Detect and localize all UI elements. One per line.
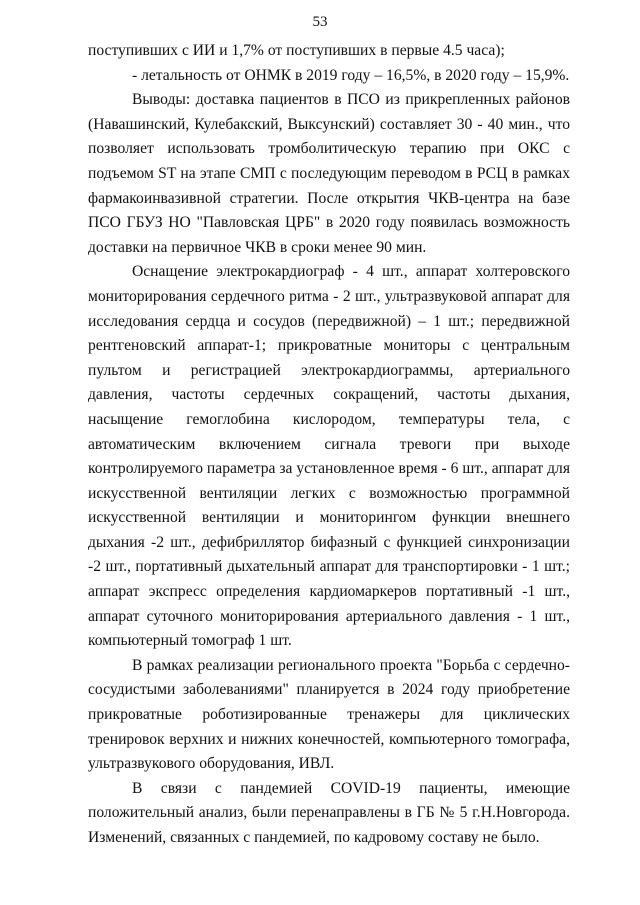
paragraph-regional-project: В рамках реализации регионального проекта "Борьба с сердечно-сосудистыми заболеваниями" планируется в 2024 году приобретение прикроватные роботизированные тренажеры для циклических тренировок верхних и нижних конечностей, компьютерного томографа, ультразвукового оборудования, ИВЛ. bbox=[88, 656, 570, 773]
paragraph-mortality: - летальность от ОНМК в 2019 году – 16,5%, в 2020 году – 15,9%. bbox=[132, 66, 570, 84]
paragraph-continuation: поступивших с ИИ и 1,7% от поступивших в первые 4.5 часа); bbox=[88, 42, 505, 59]
paragraph-covid: В связи с пандемией COVID-19 пациенты, имеющие положительный анализ, были перенаправлены в ГБ № 5 г.Н.Новгорода. Изменений, связанных с пандемией, по кадровому составу не было. bbox=[88, 779, 570, 846]
document-body bbox=[88, 39, 570, 851]
page-number: 53 bbox=[312, 14, 328, 30]
paragraph-conclusions: Выводы: доставка пациентов в ПСО из прикрепленных районов (Навашинский, Кулебакский, Выксунский) составляет 30 - 40 мин., что позволяет использовать тромболитическую терапию при ОКС с подъемом ST на этапе СМП с последующим переводом в РСЦ в рамках фармакоинвазивной стратегии. После открытия ЧКВ-центра на базе ПСО ГБУЗ НО "Павловская ЦРБ" в 2020 году появилась возможность доставки на первичное ЧКВ в сроки менее 90 мин. bbox=[88, 91, 570, 256]
paragraph-equipment: Оснащение электрокардиограф - 4 шт., аппарат холтеровского мониторирования сердечного ритма - 2 шт., ультразвуковой аппарат для исследования сердца и сосудов (передвижной) – 1 шт.; передвижной рентгеновский аппарат-1; прикроватные мониторы с центральным пультом и регистрацией электрокардиограммы, артериального давления, частоты сердечных сокращений, частоты дыхания, насыщение гемоглобина кислородом, температуры тела, с автоматическим включением сигнала тревоги при выходе контролируемого параметра за установленное время - 6 шт., аппарат для искусственной вентиляции легких с возможностью программной искусственной вентиляции и мониторингом функции внешнего дыхания -2 шт., дефибриллятор бифазный с функцией синхронизации -2 шт., портативный дыхательный аппарат для транспортировки - 1 шт.; аппарат экспресс определения кардиомаркеров портативный -1 шт., аппарат суточного мониторирования артериального давления - 1 шт., компьютерный томограф 1 шт. bbox=[88, 263, 570, 650]
